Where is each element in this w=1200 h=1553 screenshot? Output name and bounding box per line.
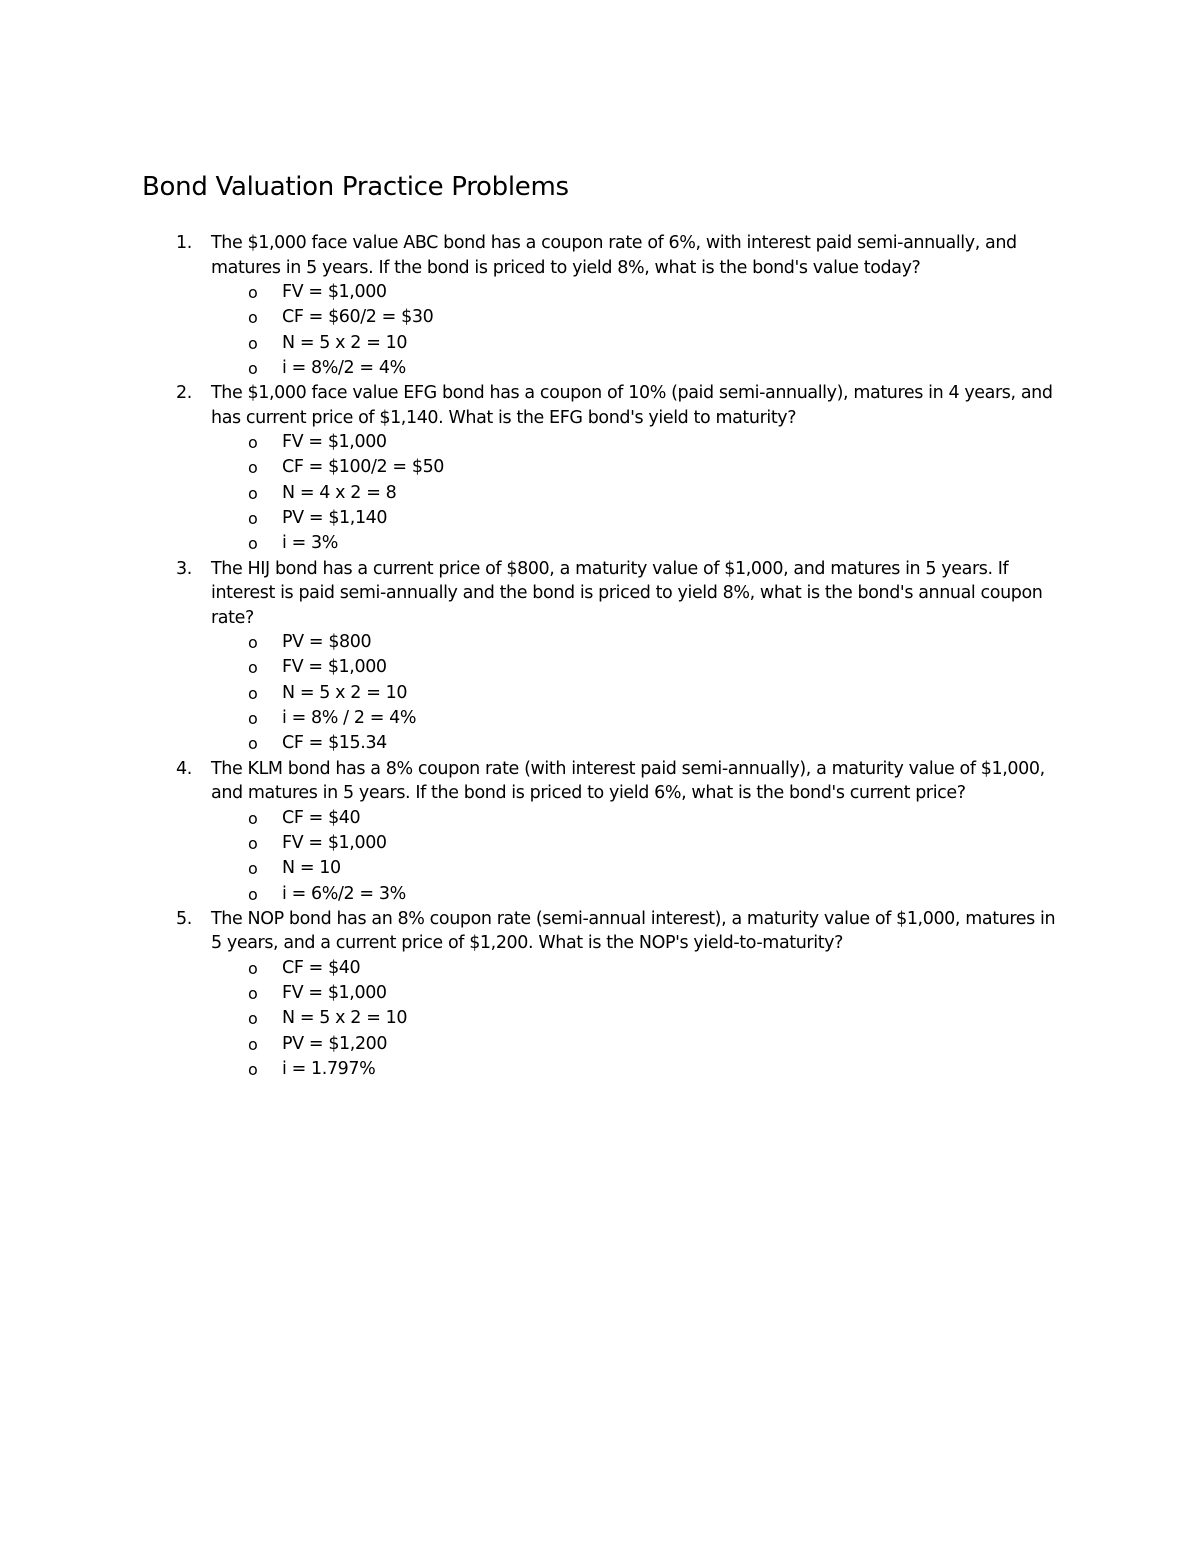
solution-step-text: i = 6%/2 = 3%	[282, 883, 406, 904]
solution-step-text: i = 3%	[282, 533, 339, 554]
document-title: Bond Valuation Practice Problems	[142, 172, 569, 202]
solution-steps	[0, 280, 1200, 381]
solution-steps	[0, 956, 1200, 1082]
problem-number: 4.	[176, 758, 192, 779]
solution-step-text: CF = $15.34	[282, 733, 387, 754]
bullet-icon: o	[248, 958, 258, 978]
bullet-icon: o	[248, 984, 258, 1004]
bullet-icon: o	[248, 859, 258, 879]
bullet-icon: o	[248, 633, 258, 653]
bullet-icon: o	[248, 358, 258, 378]
bullet-icon: o	[248, 709, 258, 729]
solution-step-text: N = 5 x 2 = 10	[282, 1008, 408, 1029]
problem-number: 1.	[176, 233, 192, 253]
solution-step-text: CF = $40	[282, 957, 361, 978]
solution-step-text: i = 8% / 2 = 4%	[282, 708, 417, 729]
solution-step-text: PV = $1,140	[282, 508, 388, 529]
solution-step	[0, 1057, 1200, 1082]
bullet-icon: o	[248, 734, 258, 754]
bullet-icon: o	[248, 333, 258, 353]
bullet-icon: o	[248, 483, 258, 503]
solution-step	[0, 1032, 1200, 1057]
problem-item	[0, 907, 1200, 1082]
solution-step	[0, 430, 1200, 455]
problem-text: The $1,000 face value ABC bond has a coupon rate of 6%, with interest paid semi-annually, and matures in 5 years. If the bond is priced to yield 8%, what is the bond's value today?	[211, 233, 1017, 278]
solution-step	[0, 331, 1200, 356]
solution-step-text: CF = $100/2 = $50	[282, 457, 445, 478]
bullet-icon: o	[248, 1009, 258, 1029]
problem-item	[0, 231, 1200, 381]
bullet-icon: o	[248, 833, 258, 853]
solution-step	[0, 831, 1200, 856]
solution-step-text: FV = $1,000	[282, 657, 387, 678]
solution-step-text: PV = $800	[282, 632, 372, 653]
solution-step	[0, 305, 1200, 330]
solution-step	[0, 882, 1200, 907]
solution-step	[0, 981, 1200, 1006]
solution-step-text: N = 5 x 2 = 10	[282, 332, 408, 353]
solution-step-text: FV = $1,000	[282, 282, 387, 302]
solution-step	[0, 356, 1200, 381]
solution-step-text: N = 5 x 2 = 10	[282, 682, 408, 703]
bullet-icon: o	[248, 1034, 258, 1054]
solution-step	[0, 856, 1200, 881]
solution-step-text: CF = $40	[282, 807, 361, 828]
solution-step	[0, 506, 1200, 531]
solution-step	[0, 681, 1200, 706]
solution-steps	[0, 430, 1200, 556]
solution-step-text: N = 10	[282, 858, 341, 879]
solution-steps	[0, 630, 1200, 756]
problem-text: The $1,000 face value EFG bond has a coupon of 10% (paid semi-annually), matures in 4 years, and has current price of $1,140. What is the EFG bond's yield to maturity?	[211, 383, 1053, 428]
solution-step-text: N = 4 x 2 = 8	[282, 482, 397, 503]
solution-step	[0, 481, 1200, 506]
solution-step-text: FV = $1,000	[282, 983, 387, 1004]
solution-step	[0, 531, 1200, 556]
solution-step	[0, 706, 1200, 731]
bullet-icon: o	[248, 458, 258, 478]
solution-step-text: PV = $1,200	[282, 1033, 388, 1054]
problem-text: The HIJ bond has a current price of $800, a maturity value of $1,000, and matures in 5 years. If interest is paid semi-annually and the bond is priced to yield 8%, what is the bond's annual coupon rate?	[211, 558, 1043, 628]
solution-step	[0, 731, 1200, 756]
problem-number: 5.	[176, 908, 192, 929]
solution-step-text: i = 1.797%	[282, 1059, 376, 1080]
solution-steps	[0, 806, 1200, 907]
solution-step-text: FV = $1,000	[282, 432, 387, 453]
solution-step	[0, 280, 1200, 305]
bullet-icon: o	[248, 884, 258, 904]
problem-number: 3.	[176, 558, 192, 579]
solution-step	[0, 806, 1200, 831]
problem-item	[0, 381, 1200, 556]
solution-step-text: FV = $1,000	[282, 832, 387, 853]
bullet-icon: o	[248, 308, 258, 328]
bullet-icon: o	[248, 283, 258, 302]
solution-step-text: i = 8%/2 = 4%	[282, 357, 406, 378]
solution-step	[0, 655, 1200, 680]
bullet-icon: o	[248, 534, 258, 554]
bullet-icon: o	[248, 683, 258, 703]
problem-list	[0, 231, 1200, 1082]
problem-text: The KLM bond has a 8% coupon rate (with interest paid semi-annually), a maturity value of $1,000, and matures in 5 years. If the bond is priced to yield 6%, what is the bond's current price?	[211, 758, 1045, 804]
bullet-icon: o	[248, 433, 258, 453]
solution-step	[0, 1006, 1200, 1031]
bullet-icon: o	[248, 1060, 258, 1080]
solution-step	[0, 630, 1200, 655]
bullet-icon: o	[248, 509, 258, 529]
problem-text: The NOP bond has an 8% coupon rate (semi-annual interest), a maturity value of $1,000, matures in 5 years, and a current price of $1,200. What is the NOP's yield-to-maturity?	[211, 908, 1056, 954]
solution-step	[0, 956, 1200, 981]
problem-item	[0, 757, 1200, 907]
solution-step-text: CF = $60/2 = $30	[282, 307, 434, 328]
problem-number: 2.	[176, 383, 192, 404]
problem-item	[0, 557, 1200, 757]
bullet-icon: o	[248, 808, 258, 828]
solution-step	[0, 455, 1200, 480]
bullet-icon: o	[248, 658, 258, 678]
